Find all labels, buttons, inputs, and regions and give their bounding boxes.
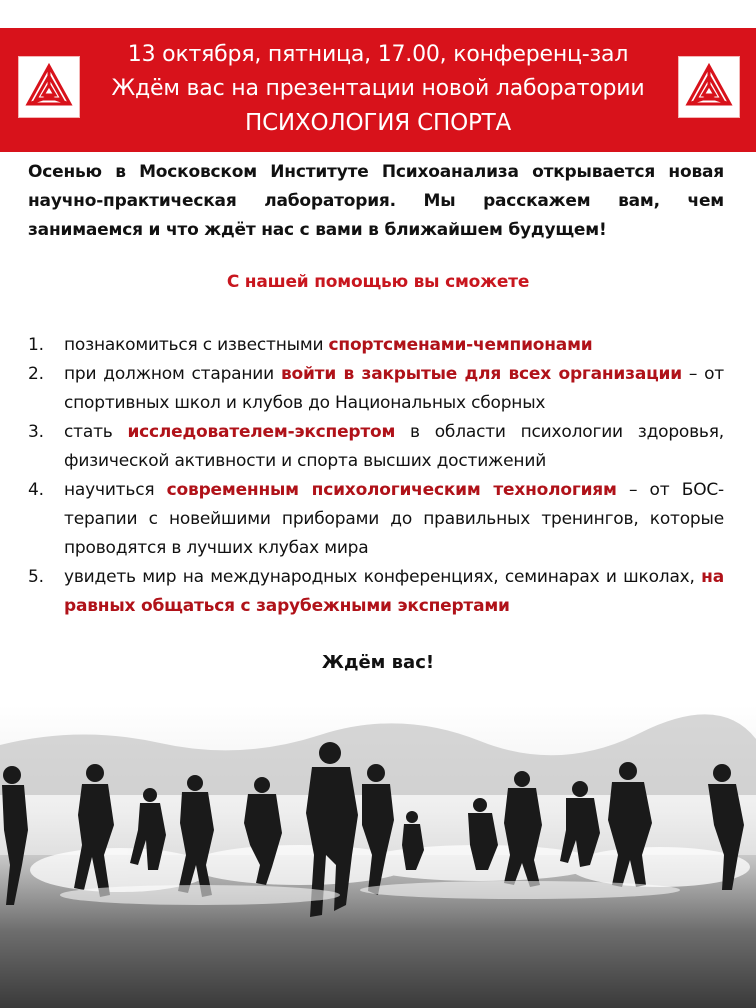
institute-logo-right xyxy=(678,56,740,118)
item-number: 3. xyxy=(28,422,44,442)
item-text: стать xyxy=(64,422,128,442)
item-highlight: войти в закрытые для всех организации xyxy=(280,364,682,384)
item-number: 2. xyxy=(28,364,44,384)
triangle-logo-icon xyxy=(684,62,734,112)
item-number: 5. xyxy=(28,567,44,587)
item-highlight: исследователем-экспертом xyxy=(127,422,396,442)
intro-paragraph: Осенью в Московском Институте Психоанализа открывается новая научно-практическая лаборатория. Мы расскажем вам, чем занимаемся и что ждёт нас с вами в ближайшем будущем! xyxy=(28,162,724,240)
item-highlight: на равных общаться с зарубежными экспертами xyxy=(64,567,724,616)
item-highlight: спортсменами-чемпионами xyxy=(328,335,593,355)
institute-logo-left xyxy=(18,56,80,118)
header-text xyxy=(90,38,666,140)
benefits-heading: С нашей помощью вы сможете xyxy=(226,272,530,292)
item-text: при должном старании xyxy=(64,364,281,384)
item-text-after: – от спортивных школ и клубов до Национальных сборных xyxy=(64,364,724,413)
runners-photo xyxy=(0,705,756,1008)
runners-image xyxy=(0,705,756,1008)
list-item xyxy=(28,476,724,563)
item-number: 4. xyxy=(28,480,44,500)
invitation-line: Ждём вас на презентации новой лаборатории xyxy=(111,76,645,101)
closing-text: Ждём вас! xyxy=(321,652,435,673)
list-item xyxy=(28,563,724,621)
item-highlight: современным психологическим технологиям xyxy=(166,480,617,500)
item-text: научиться xyxy=(64,480,167,500)
list-item xyxy=(28,360,724,418)
header-banner xyxy=(0,28,756,152)
event-date: 13 октября, пятница, 17.00, конференц-зал xyxy=(127,42,629,67)
triangle-logo-icon xyxy=(24,62,74,112)
item-text: увидеть мир на международных конференциях, семинарах и школах, xyxy=(64,567,702,587)
benefits-list xyxy=(28,331,724,621)
list-item xyxy=(28,331,724,360)
item-text: познакомиться с известными xyxy=(64,335,329,355)
item-text-after: в области психологии здоровья, физической активности и спорта высших достижений xyxy=(64,422,724,471)
list-item xyxy=(28,418,724,476)
lab-title: ПСИХОЛОГИЯ СПОРТА xyxy=(244,110,512,136)
item-number: 1. xyxy=(28,335,44,355)
item-text-after: – от БОС-терапии с новейшими приборами до правильных тренингов, которые проводятся в лучших клубах мира xyxy=(64,480,724,558)
